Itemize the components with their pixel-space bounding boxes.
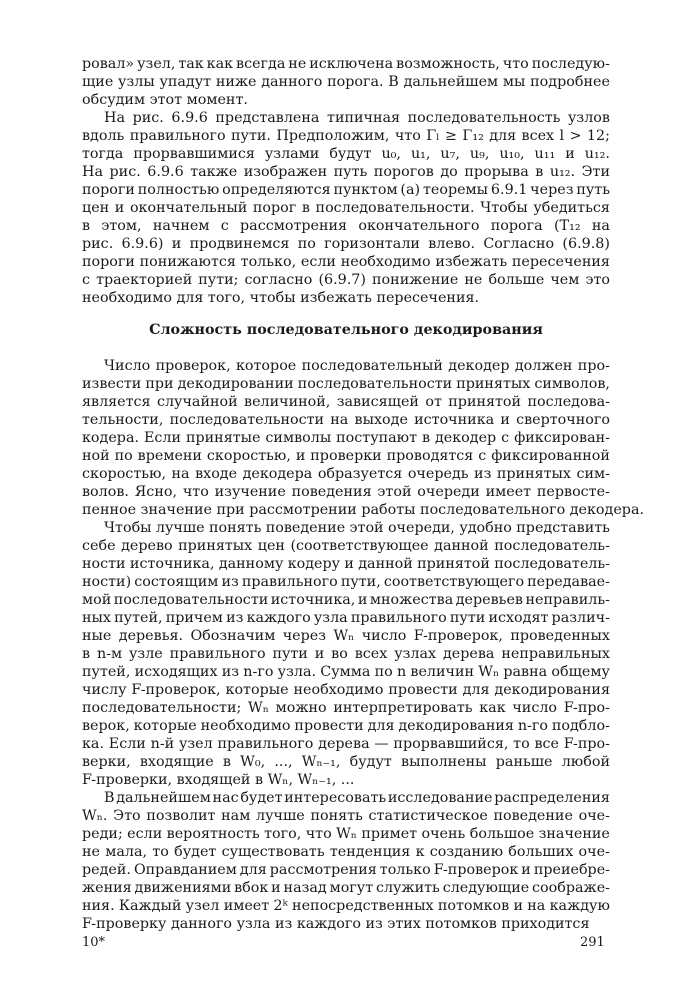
text-line: ности источника, данному кодеру и данной принятой последователь-	[82, 556, 610, 572]
text-line: пороги понижаются только, если необходимо избежать пересечения	[82, 254, 610, 270]
text-line: ных путей, причем из каждого узла правильного пути исходят различ-	[82, 610, 610, 626]
text-line: редей. Оправданием для рассмотрения только F-проверок и преиебре-	[82, 862, 610, 878]
text-line: пенное значение при рассмотрении работы последовательного декодера.	[82, 502, 645, 518]
text-line: последовательности; Wₙ можно интерпретировать как число F-про-	[82, 700, 610, 716]
text-line: верок, которые необходимо провести для декодирования n-го подбло-	[82, 718, 610, 734]
text-line: себе дерево принятых цен (соответствующее данной последователь-	[82, 538, 610, 554]
text-line: является случайной величиной, зависящей от принятой последова-	[82, 394, 610, 410]
text-line: ной по времени скоростью, и проверки проводятся с фиксированной	[82, 448, 610, 464]
text-line: с траекторией пути; согласно (6.9.7) понижение не больше чем это	[82, 272, 610, 288]
paragraph-distribution	[82, 789, 610, 933]
text-line: цен и окончательный порог в последовательности. Чтобы убедиться	[82, 200, 610, 216]
paragraph-decoder-checks	[82, 357, 645, 519]
text-line: ния. Каждый узел имеет 2ᵏ непосредственных потомков и на каждую	[82, 898, 610, 914]
text-line: ности) состоящим из правильного пути, соответствующего передавае-	[82, 574, 610, 590]
text-line: обсудим этот момент.	[82, 92, 248, 108]
text-line: скоростью, на входе декодера образуется очередь из принятых сим-	[82, 466, 610, 482]
text-line: реди; если вероятность того, что Wₙ примет очень большое значение	[82, 826, 610, 842]
text-line: Чтобы лучше понять поведение этой очереди, удобно представить	[104, 520, 610, 536]
text-line: F-проверки, входящей в Wₙ, Wₙ₋₁, ...	[82, 772, 355, 788]
text-line: жения движениями вбок и назад могут служить следующие соображе-	[82, 880, 610, 896]
text-line: рис. 6.9.6) и продвинемся по горизонтали влево. Согласно (6.9.8)	[82, 236, 610, 252]
text-line: тельности, последовательности на выходе источника и сверточного	[82, 412, 610, 428]
text-line: В дальнейшем нас будет интересовать исследование распределения	[104, 790, 610, 806]
text-line: ровал» узел, так как всегда не исключена возможность, что последую-	[82, 56, 610, 72]
text-line: ные деревья. Обозначим через Wₙ число F-проверок, проведенных	[82, 628, 610, 644]
text-line: числу F-проверок, которые необходимо провести для декодирования	[82, 682, 610, 698]
text-line: кодера. Если принятые символы поступают в декодер с фиксирован-	[82, 430, 610, 446]
paragraph-threshold-path	[82, 109, 610, 307]
text-line: ка. Если n-й узел правильного дерева — прорвавшийся, то все F-про-	[82, 736, 610, 752]
text-line: щие узлы упадут ниже данного порога. В дальнейшем мы подробнее	[82, 74, 610, 90]
text-line: верки, входящие в W₀, ..., Wₙ₋₁, будут выполнены раньше любой	[82, 754, 610, 770]
page-number: 291	[580, 935, 605, 950]
text-line: путей, исходящих из n-го узла. Сумма по n величин Wₙ равна общему	[82, 664, 610, 680]
text-line: тогда прорвавшимися узлами будут u₀, u₁, u₇, u₉, u₁₀, u₁₁ и u₁₂.	[82, 146, 610, 162]
text-line: не мала, то будет существовать тенденция к созданию больших оче-	[82, 844, 610, 860]
text-line: в n-м узле правильного пути и во всех узлах дерева неправильных	[82, 646, 610, 662]
text-line: волов. Ясно, что изучение поведения этой очереди имеет первосте-	[82, 484, 610, 500]
section-heading: Сложность последовательного декодирования	[149, 322, 543, 338]
paragraph-queue-tree	[82, 519, 610, 789]
text-line: вдоль правильного пути. Предположим, что Γₗ ≥ Γ₁₂ для всех l > 12;	[82, 128, 610, 144]
paragraph-continuation	[82, 55, 610, 109]
text-line: извести при декодировании последовательности принятых символов,	[82, 376, 610, 392]
text-line: На рис. 6.9.6 также изображен путь порогов до прорыва в u₁₂. Эти	[82, 164, 610, 180]
text-line: мой последовательности источника, и множества деревьев неправиль-	[82, 592, 610, 608]
text-line: пороги полностью определяются пунктом (а) теоремы 6.9.1 через путь	[82, 182, 610, 198]
text-line: F-проверку данного узла из каждого из этих потомков приходится	[82, 916, 590, 932]
text-line: в этом, начнем с рассмотрения окончательного порога (T₁₂ на	[82, 218, 610, 234]
signature-mark: 10*	[82, 935, 106, 950]
text-line: На рис. 6.9.6 представлена типичная последовательность узлов	[104, 110, 610, 126]
text-line: необходимо для того, чтобы избежать пересечения.	[82, 290, 480, 306]
text-line: Число проверок, которое последовательный декодер должен про-	[104, 358, 610, 374]
text-line: Wₙ. Это позволит нам лучше понять статистическое поведение оче-	[82, 808, 610, 824]
